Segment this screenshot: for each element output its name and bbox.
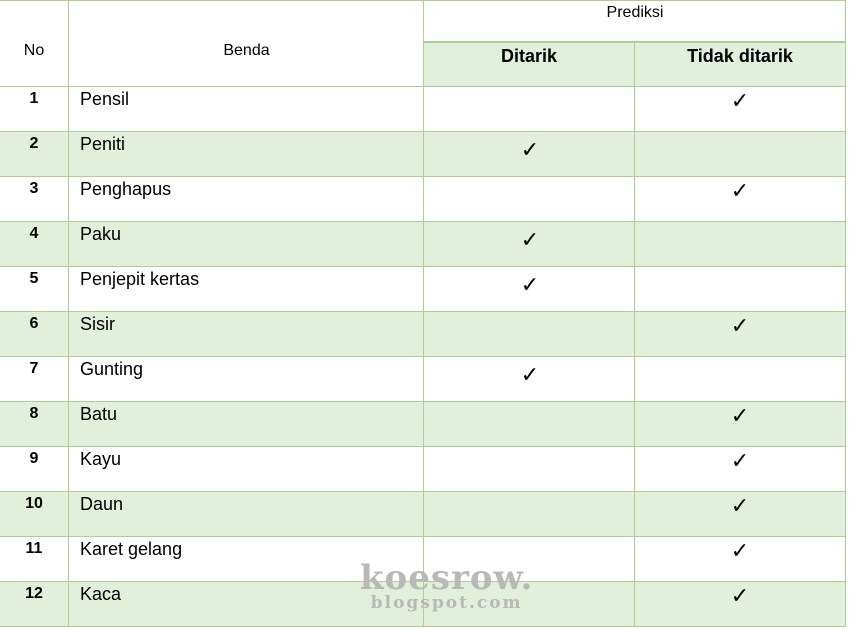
row-benda: Kaca [80, 584, 122, 604]
check-mark-icon: ✓ [520, 272, 540, 297]
row-number: 5 [29, 270, 39, 287]
header-benda: Benda [223, 42, 270, 59]
row-number: 4 [29, 225, 39, 242]
check-mark-icon: ✓ [730, 448, 750, 473]
row-benda: Batu [80, 404, 118, 424]
header-tidak-ditarik: Tidak ditarik [687, 46, 793, 66]
row-benda: Paku [80, 224, 122, 244]
check-mark-icon: ✓ [730, 493, 750, 518]
row-benda: Penjepit kertas [80, 269, 200, 289]
grid-vline [423, 0, 424, 626]
row-number: 9 [29, 450, 39, 467]
grid-hline [0, 626, 846, 627]
check-mark-icon: ✓ [730, 313, 750, 338]
watermark [360, 558, 534, 613]
header-ditarik: Ditarik [500, 46, 558, 66]
row-benda: Sisir [80, 314, 115, 334]
check-mark-icon: ✓ [730, 88, 750, 113]
header-no: No [23, 42, 45, 59]
row-benda: Kayu [80, 449, 122, 469]
row-number: 7 [29, 360, 39, 377]
check-mark-icon: ✓ [520, 227, 540, 252]
row-benda: Gunting [80, 359, 144, 379]
grid-vline [845, 0, 846, 626]
watermark-line2: blogspot.com [370, 593, 523, 613]
row-number: 12 [25, 585, 43, 602]
row-number: 10 [25, 495, 43, 512]
row-benda: Daun [80, 494, 124, 514]
row-benda: Peniti [80, 134, 126, 154]
row-number: 6 [29, 315, 39, 332]
watermark-line1: koesrow. [360, 558, 534, 598]
check-mark-icon: ✓ [730, 403, 750, 428]
check-mark-icon: ✓ [520, 362, 540, 387]
grid-hline [424, 42, 846, 43]
grid-vline [634, 42, 635, 626]
check-mark-icon: ✓ [730, 178, 750, 203]
row-number: 3 [29, 180, 39, 197]
row-number: 8 [29, 405, 39, 422]
check-mark-icon: ✓ [730, 583, 750, 608]
row-benda: Karet gelang [80, 539, 183, 559]
row-number: 2 [29, 135, 39, 152]
row-benda: Penghapus [80, 179, 172, 199]
row-number: 1 [29, 90, 39, 107]
header-prediksi: Prediksi [606, 4, 664, 21]
row-number: 11 [25, 540, 43, 557]
grid-vline [68, 0, 69, 626]
row-benda: Pensil [80, 89, 130, 109]
check-mark-icon: ✓ [520, 137, 540, 162]
check-mark-icon: ✓ [730, 538, 750, 563]
